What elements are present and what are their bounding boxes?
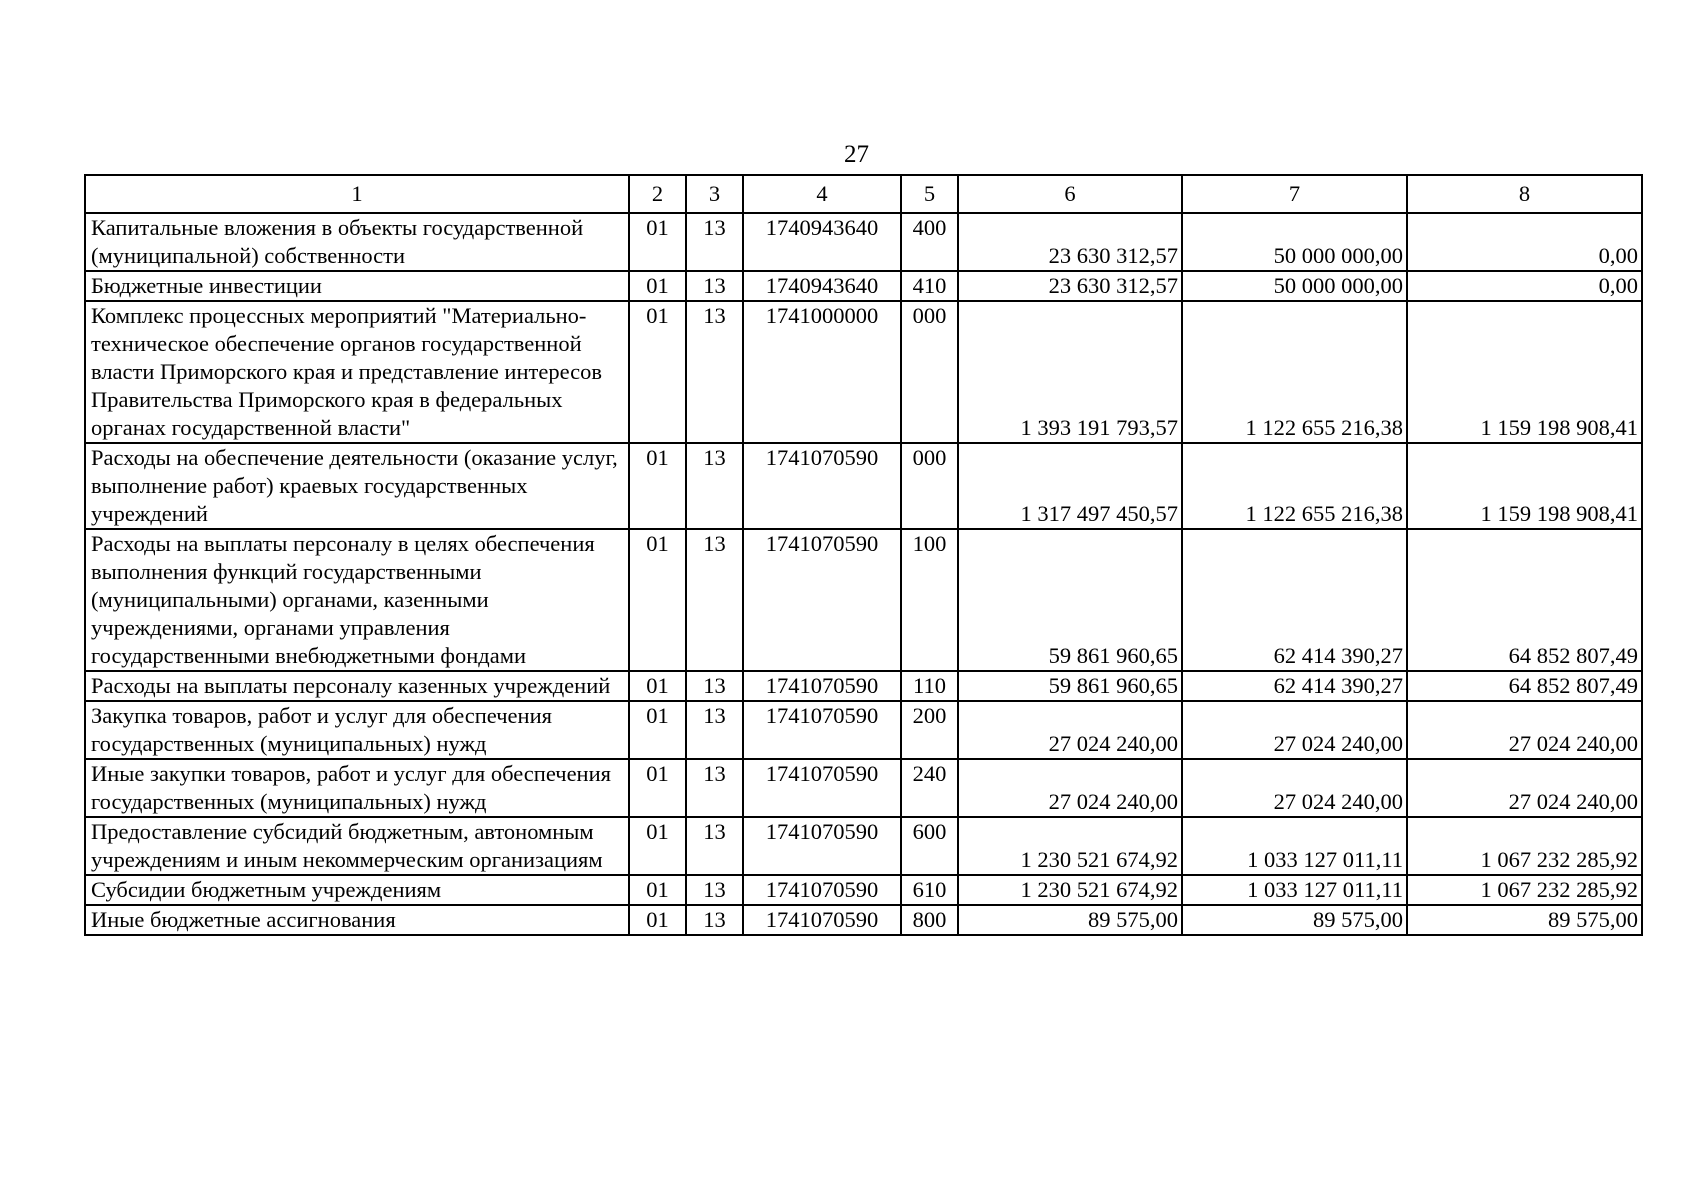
amount-col8-cell: 27 024 240,00	[1407, 701, 1642, 759]
page-number: 27	[844, 141, 869, 168]
target-article-cell: 1740943640	[743, 271, 901, 301]
table-row	[85, 875, 1642, 905]
target-article-cell: 1741070590	[743, 529, 901, 671]
amount-col6-cell: 1 230 521 674,92	[958, 817, 1182, 875]
section-code-cell: 01	[629, 701, 686, 759]
expense-type-cell: 400	[901, 213, 958, 271]
target-article-cell: 1740943640	[743, 213, 901, 271]
amount-col8-cell: 89 575,00	[1407, 905, 1642, 935]
expense-type-cell: 000	[901, 443, 958, 529]
amount-col7-cell: 1 033 127 011,11	[1182, 875, 1407, 905]
subsection-code-cell: 13	[686, 759, 743, 817]
row-name-cell: Расходы на обеспечение деятельности (оказание услуг, выполнение работ) краевых государственных учреждений	[85, 443, 629, 529]
section-code-cell: 01	[629, 905, 686, 935]
table-row	[85, 213, 1642, 271]
expense-type-cell: 200	[901, 701, 958, 759]
target-article-cell: 1741070590	[743, 905, 901, 935]
amount-col8-cell: 1 067 232 285,92	[1407, 875, 1642, 905]
amount-col7-cell: 50 000 000,00	[1182, 213, 1407, 271]
amount-col6-cell: 89 575,00	[958, 905, 1182, 935]
amount-col7-cell: 62 414 390,27	[1182, 671, 1407, 701]
subsection-code-cell: 13	[686, 671, 743, 701]
amount-col8-cell: 0,00	[1407, 213, 1642, 271]
amount-col8-cell: 1 067 232 285,92	[1407, 817, 1642, 875]
amount-col7-cell: 1 033 127 011,11	[1182, 817, 1407, 875]
header-col-7: 7	[1182, 175, 1407, 213]
expense-type-cell: 240	[901, 759, 958, 817]
expense-type-cell: 000	[901, 301, 958, 443]
header-col-2: 2	[629, 175, 686, 213]
header-col-1: 1	[85, 175, 629, 213]
expense-type-cell: 610	[901, 875, 958, 905]
budget-table	[84, 174, 1643, 936]
amount-col8-cell: 0,00	[1407, 271, 1642, 301]
target-article-cell: 1741070590	[743, 875, 901, 905]
target-article-cell: 1741070590	[743, 443, 901, 529]
table-row	[85, 817, 1642, 875]
header-col-4: 4	[743, 175, 901, 213]
expense-type-cell: 800	[901, 905, 958, 935]
section-code-cell: 01	[629, 213, 686, 271]
amount-col6-cell: 27 024 240,00	[958, 759, 1182, 817]
row-name-cell: Бюджетные инвестиции	[85, 271, 629, 301]
amount-col6-cell: 1 317 497 450,57	[958, 443, 1182, 529]
amount-col8-cell: 64 852 807,49	[1407, 529, 1642, 671]
amount-col7-cell: 1 122 655 216,38	[1182, 301, 1407, 443]
section-code-cell: 01	[629, 817, 686, 875]
target-article-cell: 1741070590	[743, 817, 901, 875]
section-code-cell: 01	[629, 759, 686, 817]
target-article-cell: 1741070590	[743, 671, 901, 701]
row-name-cell: Субсидии бюджетным учреждениям	[85, 875, 629, 905]
target-article-cell: 1741000000	[743, 301, 901, 443]
expense-type-cell: 110	[901, 671, 958, 701]
amount-col8-cell: 27 024 240,00	[1407, 759, 1642, 817]
section-code-cell: 01	[629, 875, 686, 905]
amount-col6-cell: 59 861 960,65	[958, 529, 1182, 671]
header-col-6: 6	[958, 175, 1182, 213]
table-row	[85, 905, 1642, 935]
row-name-cell: Закупка товаров, работ и услуг для обеспечения государственных (муниципальных) нужд	[85, 701, 629, 759]
section-code-cell: 01	[629, 671, 686, 701]
section-code-cell: 01	[629, 529, 686, 671]
table-row	[85, 701, 1642, 759]
amount-col6-cell: 1 230 521 674,92	[958, 875, 1182, 905]
amount-col7-cell: 1 122 655 216,38	[1182, 443, 1407, 529]
amount-col6-cell: 59 861 960,65	[958, 671, 1182, 701]
table-header-row	[85, 175, 1642, 213]
table-row	[85, 671, 1642, 701]
subsection-code-cell: 13	[686, 701, 743, 759]
header-col-8: 8	[1407, 175, 1642, 213]
amount-col7-cell: 62 414 390,27	[1182, 529, 1407, 671]
table-row	[85, 529, 1642, 671]
amount-col6-cell: 1 393 191 793,57	[958, 301, 1182, 443]
expense-type-cell: 100	[901, 529, 958, 671]
subsection-code-cell: 13	[686, 443, 743, 529]
amount-col8-cell: 1 159 198 908,41	[1407, 301, 1642, 443]
table-row	[85, 271, 1642, 301]
row-name-cell: Комплекс процессных мероприятий "Материально-техническое обеспечение органов государственной власти Приморского края и представление интересов Правительства Приморского края в федеральных органах государственной власти"	[85, 301, 629, 443]
section-code-cell: 01	[629, 443, 686, 529]
amount-col6-cell: 27 024 240,00	[958, 701, 1182, 759]
amount-col8-cell: 1 159 198 908,41	[1407, 443, 1642, 529]
table-row	[85, 301, 1642, 443]
row-name-cell: Предоставление субсидий бюджетным, автономным учреждениям и иным некоммерческим организациям	[85, 817, 629, 875]
target-article-cell: 1741070590	[743, 701, 901, 759]
target-article-cell: 1741070590	[743, 759, 901, 817]
row-name-cell: Расходы на выплаты персоналу казенных учреждений	[85, 671, 629, 701]
expense-type-cell: 410	[901, 271, 958, 301]
expense-type-cell: 600	[901, 817, 958, 875]
subsection-code-cell: 13	[686, 271, 743, 301]
section-code-cell: 01	[629, 301, 686, 443]
amount-col6-cell: 23 630 312,57	[958, 213, 1182, 271]
amount-col6-cell: 23 630 312,57	[958, 271, 1182, 301]
header-col-5: 5	[901, 175, 958, 213]
amount-col8-cell: 64 852 807,49	[1407, 671, 1642, 701]
amount-col7-cell: 50 000 000,00	[1182, 271, 1407, 301]
subsection-code-cell: 13	[686, 529, 743, 671]
subsection-code-cell: 13	[686, 875, 743, 905]
amount-col7-cell: 27 024 240,00	[1182, 701, 1407, 759]
amount-col7-cell: 27 024 240,00	[1182, 759, 1407, 817]
subsection-code-cell: 13	[686, 213, 743, 271]
section-code-cell: 01	[629, 271, 686, 301]
row-name-cell: Расходы на выплаты персоналу в целях обеспечения выполнения функций государственными (муниципальными) органами, казенными учреждениями, органами управления государственными внебюджетными фондами	[85, 529, 629, 671]
row-name-cell: Иные бюджетные ассигнования	[85, 905, 629, 935]
amount-col7-cell: 89 575,00	[1182, 905, 1407, 935]
row-name-cell: Иные закупки товаров, работ и услуг для обеспечения государственных (муниципальных) нужд	[85, 759, 629, 817]
table-row	[85, 443, 1642, 529]
subsection-code-cell: 13	[686, 905, 743, 935]
header-col-3: 3	[686, 175, 743, 213]
row-name-cell: Капитальные вложения в объекты государственной (муниципальной) собственности	[85, 213, 629, 271]
table-row	[85, 759, 1642, 817]
subsection-code-cell: 13	[686, 817, 743, 875]
subsection-code-cell: 13	[686, 301, 743, 443]
